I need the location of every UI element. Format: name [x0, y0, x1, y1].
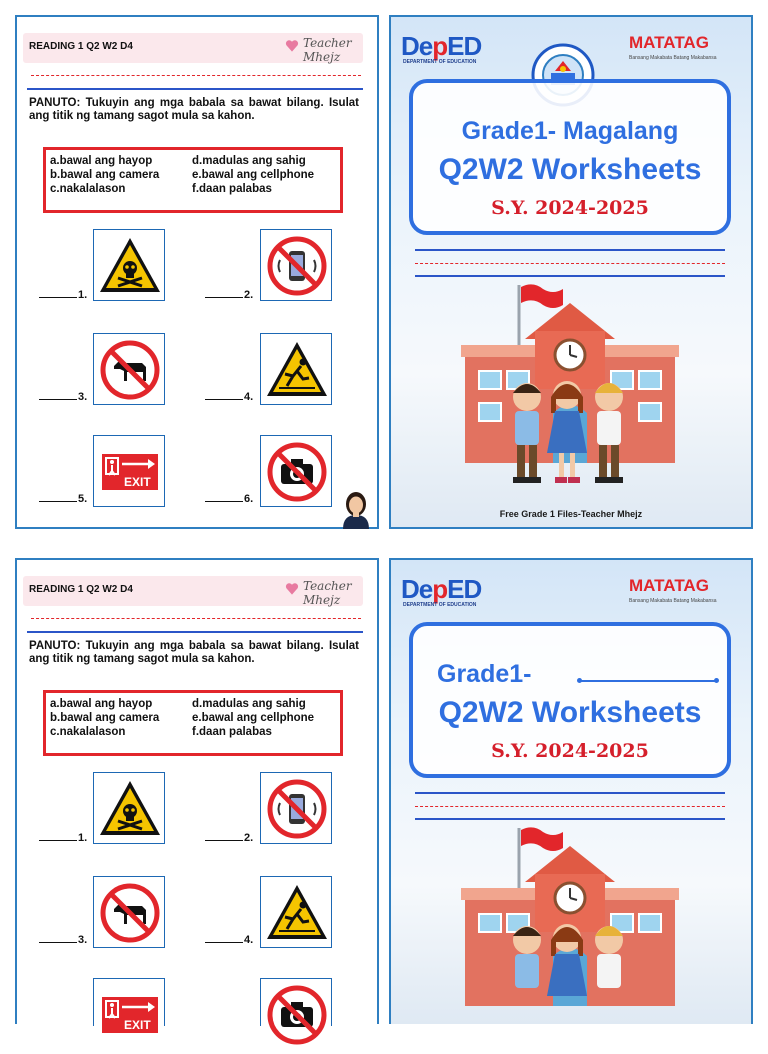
blue-divider	[415, 818, 725, 820]
choice-e: e.bawal ang cellphone	[192, 169, 315, 181]
exit-sign	[93, 435, 165, 507]
school-year: S.Y. 2024-2025	[491, 197, 649, 219]
blue-divider	[415, 249, 725, 251]
title-blank-line	[579, 680, 717, 682]
dashed-divider	[31, 75, 361, 76]
deped-subtitle: DEPARTMENT OF EDUCATION	[403, 602, 477, 608]
blue-divider	[415, 275, 725, 277]
instructions: PANUTO: Tukuyin ang mga babala sa bawat bilang. Isulat ang titik ng tamang sagot mula sa kahon.	[29, 640, 359, 665]
worksheet-subtitle: Q2W2 Worksheets	[438, 153, 702, 186]
worksheet-title: READING 1 Q2 W2 D4	[29, 41, 133, 52]
worksheet-subtitle: Q2W2 Worksheets	[438, 696, 702, 729]
title-box	[409, 79, 731, 235]
grade-title: Grade1- Magalang	[461, 117, 679, 145]
answer-blank-6[interactable]: 6.	[205, 493, 253, 505]
no-animals-sign	[93, 876, 165, 948]
worksheet-header	[23, 33, 363, 63]
choice-f: f.daan palabas	[192, 183, 272, 195]
school-illustration	[455, 279, 685, 511]
choice-a: a.bawal ang hayop	[50, 155, 153, 167]
poison-sign	[93, 772, 165, 844]
choice-b: b.bawal ang camera	[50, 712, 160, 724]
answer-blank-2[interactable]: 2.	[205, 289, 253, 301]
matatag-tagline: Bansang Makabata Batang Makabansa	[629, 55, 717, 61]
no-cellphone-sign	[260, 229, 332, 301]
exit-sign	[93, 978, 165, 1032]
worksheet-title: READING 1 Q2 W2 D4	[29, 584, 133, 595]
blue-divider	[27, 631, 363, 633]
blue-divider	[27, 88, 363, 90]
choice-b: b.bawal ang camera	[50, 169, 160, 181]
choice-d: d.madulas ang sahig	[192, 698, 306, 710]
poison-sign	[93, 229, 165, 301]
cover-page-top	[389, 15, 753, 529]
worksheet-page-bottom	[15, 558, 379, 1032]
slippery-floor-sign	[260, 876, 332, 948]
deped-logo: DepED	[401, 31, 482, 61]
dashed-divider	[415, 806, 725, 807]
matatag-logo: MATATAG	[629, 576, 709, 595]
brand-signature: Teacher Mhejz	[303, 579, 352, 607]
worksheet-page-top	[15, 15, 379, 529]
credit-line: Free Grade 1 Files-Teacher Mhejz	[499, 509, 643, 519]
choice-c: c.nakalalason	[50, 183, 126, 195]
choice-d: d.madulas ang sahig	[192, 155, 306, 167]
choice-e: e.bawal ang cellphone	[192, 712, 315, 724]
answer-blank-3[interactable]: 3.	[39, 391, 87, 403]
no-camera-sign	[260, 435, 332, 507]
no-animals-sign	[93, 333, 165, 405]
dashed-divider	[31, 618, 361, 619]
school-year: S.Y. 2024-2025	[491, 740, 649, 762]
answer-blank-4[interactable]: 4.	[205, 391, 253, 403]
grade-title: Grade1-	[437, 660, 532, 688]
worksheet-header	[23, 576, 363, 606]
choice-c: c.nakalalason	[50, 726, 126, 738]
blue-divider	[415, 792, 725, 794]
deped-subtitle: DEPARTMENT OF EDUCATION	[403, 59, 477, 65]
answer-blank-1[interactable]: 1.	[39, 832, 87, 844]
answer-choices-box	[43, 690, 343, 756]
brand-signature: Teacher Mhejz	[303, 36, 352, 64]
dashed-divider	[415, 263, 725, 264]
answer-blank-5[interactable]: 5.	[39, 493, 87, 505]
teacher-avatar	[335, 487, 377, 529]
answer-blank-4[interactable]: 4.	[205, 934, 253, 946]
choice-a: a.bawal ang hayop	[50, 698, 153, 710]
answer-blank-3[interactable]: 3.	[39, 934, 87, 946]
no-cellphone-sign	[260, 772, 332, 844]
matatag-logo: MATATAG	[629, 33, 709, 52]
title-box	[409, 622, 731, 778]
answer-choices-box	[43, 147, 343, 213]
heart-icon	[285, 39, 299, 53]
answer-blank-1[interactable]: 1.	[39, 289, 87, 301]
choice-f: f.daan palabas	[192, 726, 272, 738]
school-illustration	[455, 822, 685, 1054]
deped-logo: DepED	[401, 574, 482, 604]
matatag-tagline: Bansang Makabata Batang Makabansa	[629, 598, 717, 604]
cover-page-bottom	[389, 558, 753, 1024]
answer-blank-2[interactable]: 2.	[205, 832, 253, 844]
heart-icon	[285, 582, 299, 596]
slippery-floor-sign	[260, 333, 332, 405]
exit-text: EXIT	[124, 1018, 151, 1032]
exit-text: EXIT	[124, 475, 151, 489]
instructions: PANUTO: Tukuyin ang mga babala sa bawat bilang. Isulat ang titik ng tamang sagot mula sa kahon.	[29, 97, 359, 122]
no-camera-sign	[260, 978, 332, 1026]
